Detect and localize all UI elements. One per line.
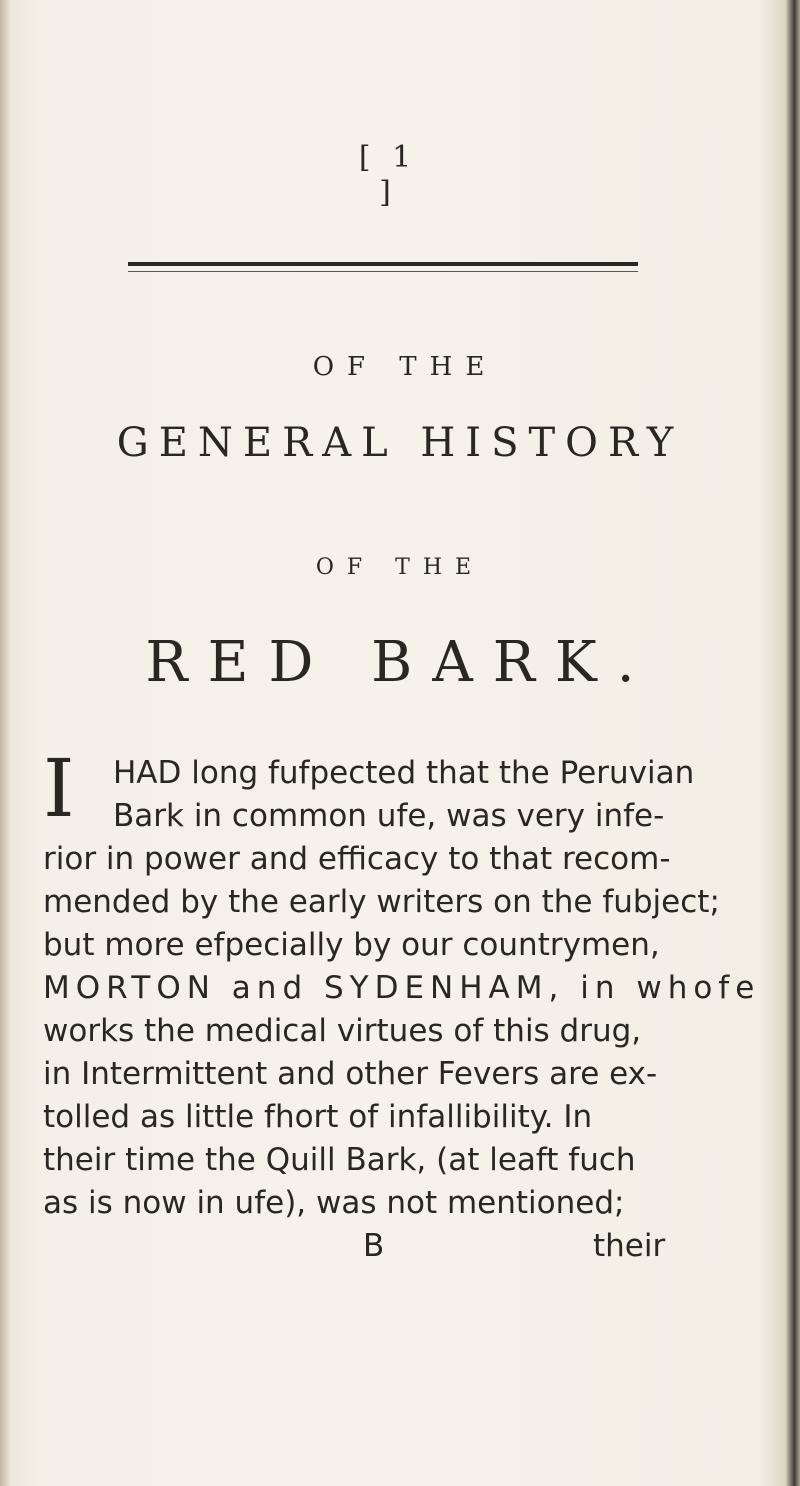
header-rule <box>128 262 638 272</box>
drop-cap: I <box>43 742 75 835</box>
catchword: their <box>593 1228 666 1264</box>
text-line-3: rior in power and efficacy to that recom- <box>43 841 671 877</box>
heading-of-the-second: OF THE <box>315 555 485 580</box>
text-line-8: in Intermittent and other Fevers are ex- <box>43 1056 658 1092</box>
text-line-9: tolled as little fhort of infallibility. In <box>43 1099 593 1135</box>
heading-of-the: OF THE <box>312 352 498 382</box>
text-line-6: MORTON and SYDENHAM, in whofe <box>43 970 761 1006</box>
left-page-edge <box>0 0 10 1486</box>
body-text <box>43 742 761 1315</box>
text-line-5: but more efpecially by our countrymen, <box>43 927 660 963</box>
text-line-1: HAD long fufpected that the Peruvian <box>113 755 695 791</box>
text-line-2: Bark in common ufe, was very infe- <box>113 798 665 834</box>
text-line-4: mended by the early writers on the fubject; <box>43 884 720 920</box>
page-number: [ 1 ] <box>358 140 418 210</box>
heading-general-history: GENERAL HISTORY <box>116 420 684 466</box>
text-line-10: their time the Quill Bark, (at leaft fuch <box>43 1142 636 1178</box>
right-page-edge <box>786 0 800 1486</box>
signature-mark: B <box>363 1228 385 1264</box>
text-line-11: as is now in ufe), was not mentioned; <box>43 1185 625 1221</box>
text-line-7: works the medical virtues of this drug, <box>43 1013 642 1049</box>
heading-red-bark: RED BARK. <box>145 630 655 695</box>
